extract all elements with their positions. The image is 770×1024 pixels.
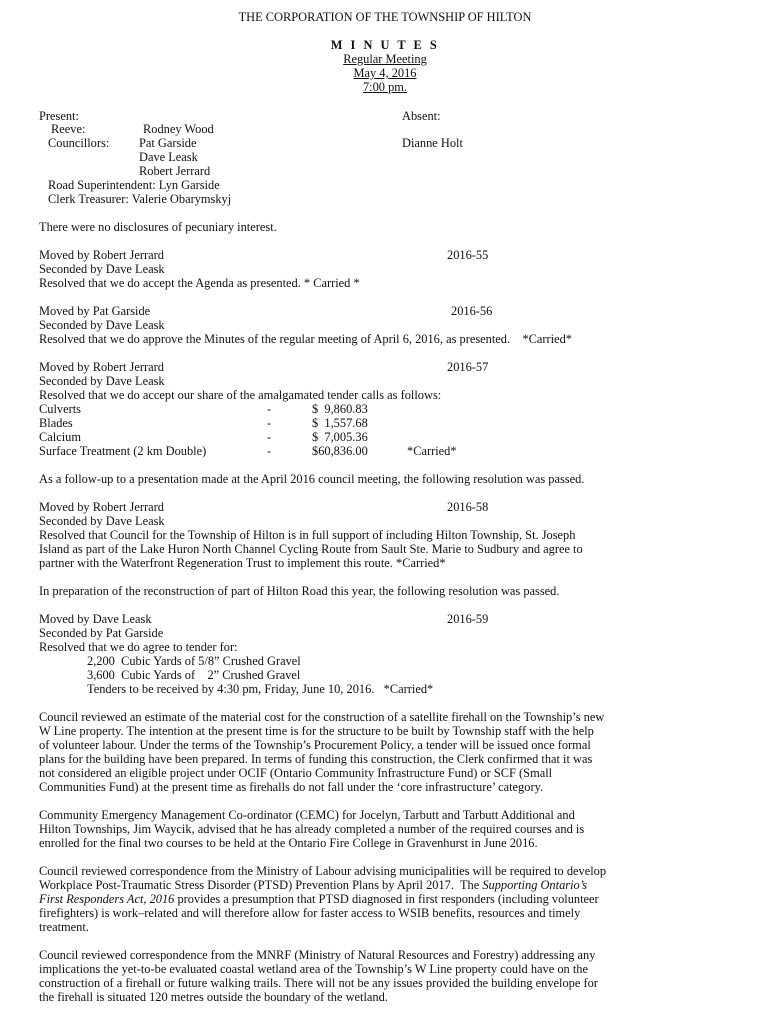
tender-dash: - [267, 402, 272, 416]
resolution-text: Resolved that we do approve the Minutes of the regular meeting of April 6, 2016, as presented. *Carried* [39, 332, 573, 346]
councillor-name: Dave Leask [139, 150, 198, 164]
minutes-heading: M I N U T E S [330, 38, 440, 52]
resolution-text: Resolved that we do agree to tender for: [39, 640, 238, 654]
moved-by: Moved by Robert Jerrard [39, 360, 164, 374]
firehall-paragraph-line: not considered an eligible project under OCIF (Ontario Community Infrastructure Fund) or SCF (Small [39, 766, 553, 780]
absent-name: Dianne Holt [402, 136, 463, 150]
tender-item: Blades [39, 416, 73, 430]
resolution-number: 2016-57 [447, 360, 489, 374]
ptsd-paragraph-line: treatment. [39, 920, 89, 934]
seconded-by: Seconded by Pat Garside [39, 626, 164, 640]
moved-by: Moved by Robert Jerrard [39, 248, 164, 262]
document-title: THE CORPORATION OF THE TOWNSHIP OF HILTON [238, 10, 532, 24]
tender-amount: $ 1,557.68 [312, 416, 368, 430]
meeting-date: May 4, 2016 [353, 66, 417, 80]
resolution-text: Resolved that we do accept our share of the amalgamated tender calls as follows: [39, 388, 442, 402]
tender-item: Calcium [39, 430, 81, 444]
cemc-paragraph-line: enrolled for the final two courses to be held at the Ontario Fire College in Gravenhurst in June 2016. [39, 836, 538, 850]
resolution-text-line: Resolved that Council for the Township of Hilton is in full support of including Hilton Township, St. Joseph [39, 528, 576, 542]
tender-amount: $ 9,860.83 [312, 402, 368, 416]
reeve-label: Reeve: [51, 122, 86, 136]
tender-dash: - [267, 430, 272, 444]
tender-dash: - [267, 444, 272, 458]
moved-by: Moved by Robert Jerrard [39, 500, 164, 514]
mnrf-paragraph-line: Council reviewed correspondence from the MNRF (Ministry of Natural Resources and Forestry) addressing any [39, 948, 596, 962]
tender-dash: - [267, 416, 272, 430]
seconded-by: Seconded by Dave Leask [39, 514, 165, 528]
meeting-type: Regular Meeting [343, 52, 427, 66]
mnrf-paragraph-line: construction of a firehall or future walking trails. There will not be any issues provided the building envelope for [39, 976, 598, 990]
tender-item: Surface Treatment (2 km Double) [39, 444, 207, 458]
tender-item: Culverts [39, 402, 81, 416]
moved-by: Moved by Pat Garside [39, 304, 151, 318]
tender-list-item: 3,600 Cubic Yards of 2” Crushed Gravel [87, 668, 301, 682]
seconded-by: Seconded by Dave Leask [39, 262, 165, 276]
ptsd-paragraph-line: Workplace Post-Traumatic Stress Disorder (PTSD) Prevention Plans by April 2017. The Supporting Ontario’s [39, 878, 588, 892]
firehall-paragraph-line: plans for the building have been prepared. In terms of funding this construction, the Clerk confirmed that it was [39, 752, 593, 766]
seconded-by: Seconded by Dave Leask [39, 374, 165, 388]
resolution-number: 2016-56 [451, 304, 493, 318]
disclosure-statement: There were no disclosures of pecuniary interest. [39, 220, 277, 234]
resolution-preface: In preparation of the reconstruction of part of Hilton Road this year, the following resolution was passed. [39, 584, 560, 598]
seconded-by: Seconded by Dave Leask [39, 318, 165, 332]
present-label: Present: [39, 109, 79, 123]
firehall-paragraph-line: Council reviewed an estimate of the material cost for the construction of a satellite firehall on the Township’s new [39, 710, 605, 724]
tender-list-item: 2,200 Cubic Yards of 5/8” Crushed Gravel [87, 654, 301, 668]
councillor-name: Pat Garside [139, 136, 197, 150]
resolution-text: Resolved that we do accept the Agenda as presented. * Carried * [39, 276, 360, 290]
firehall-paragraph-line: Communities Fund) at the present time as firehalls do not fall under the ‘core infrastructure’ category. [39, 780, 544, 794]
carried-note: *Carried* [407, 444, 457, 458]
tender-amount: $60,836.00 [312, 444, 368, 458]
resolution-number: 2016-59 [447, 612, 489, 626]
resolution-number: 2016-58 [447, 500, 489, 514]
cemc-paragraph-line: Community Emergency Management Co-ordinator (CEMC) for Jocelyn, Tarbutt and Tarbutt Additional and [39, 808, 575, 822]
resolution-text-line: Island as part of the Lake Huron North Channel Cycling Route from Sault Ste. Marie to Sudbury and agree to [39, 542, 583, 556]
clerk-treasurer: Clerk Treasurer: Valerie Obarymskyj [48, 192, 232, 206]
moved-by: Moved by Dave Leask [39, 612, 152, 626]
meeting-time: 7:00 pm. [362, 80, 408, 94]
mnrf-paragraph-line: the firehall is situated 120 metres outside the boundary of the wetland. [39, 990, 388, 1004]
resolution-text-line: partner with the Waterfront Regeneration Trust to implement this route. *Carried* [39, 556, 446, 570]
reeve-name: Rodney Wood [143, 122, 214, 136]
cemc-paragraph-line: Hilton Townships, Jim Waycik, advised that he has already completed a number of the required courses and is [39, 822, 585, 836]
mnrf-paragraph-line: implications the yet-to-be evaluated coastal wetland area of the Township’s W Line property could have on the [39, 962, 588, 976]
councillors-label: Councillors: [48, 136, 110, 150]
road-superintendent: Road Superintendent: Lyn Garside [48, 178, 220, 192]
absent-label: Absent: [402, 109, 441, 123]
firehall-paragraph-line: W Line property. The intention at the present time is for the structure to be built by Township staff with the help [39, 724, 594, 738]
resolution-preface: As a follow-up to a presentation made at the April 2016 council meeting, the following resolution was passed. [39, 472, 585, 486]
ptsd-paragraph-line: Council reviewed correspondence from the Ministry of Labour advising municipalities will be required to develop [39, 864, 607, 878]
councillor-name: Robert Jerrard [139, 164, 211, 178]
ptsd-paragraph-line: firefighters) is work–related and will therefore allow for faster access to WSIB benefits, resources and timely [39, 906, 581, 920]
ptsd-paragraph-line: First Responders Act, 2016 provides a presumption that PTSD diagnosed in first responders (including volunteer [39, 892, 599, 906]
resolution-number: 2016-55 [447, 248, 489, 262]
tender-amount: $ 7,005.36 [312, 430, 368, 444]
firehall-paragraph-line: of volunteer labour. Under the terms of the Township’s Procurement Policy, a tender will be issued once formal [39, 738, 591, 752]
tender-deadline: Tenders to be received by 4:30 pm, Friday, June 10, 2016. *Carried* [87, 682, 434, 696]
